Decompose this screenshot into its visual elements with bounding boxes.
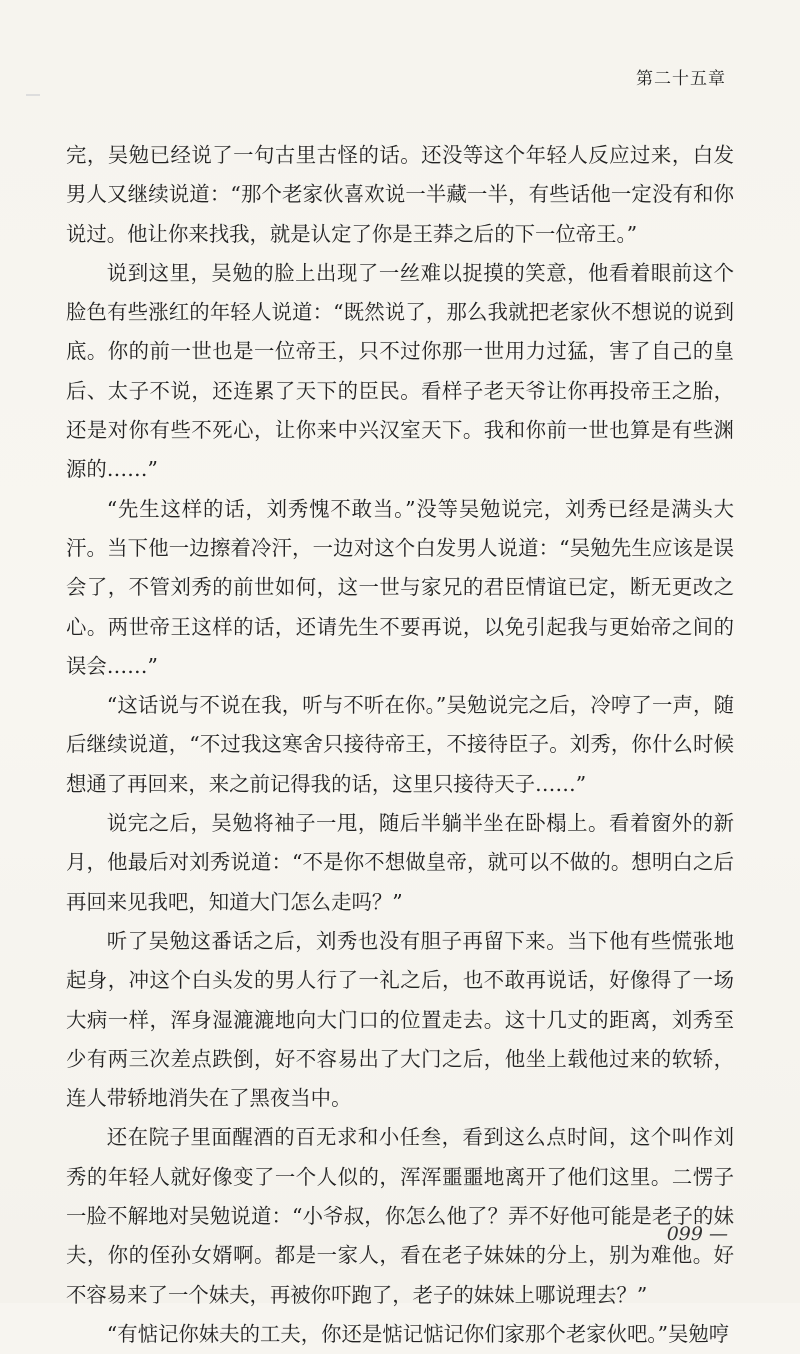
paragraph: 说到这里，吴勉的脸上出现了一丝难以捉摸的笑意，他看着眼前这个脸色有些涨红的年轻人说道：“既然说了，那么我就把老家伙不想说的说到底。你的前一世也是一位帝王，只不过你那一世用力过猛，害了自己的皇后、太子不说，还连累了天下的臣民。看样子老天爷让你再投帝王之胎，还是对你有些不死心，让你来中兴汉室天下。我和你前一世也算是有些渊源的……” xyxy=(66,260,734,482)
paragraph: 听了吴勉这番话之后，刘秀也没有胆子再留下来。当下他有些慌张地起身，冲这个白头发的男人行了一礼之后，也不敢再说话，好像得了一场大病一样，浑身湿漉漉地向大门口的位置走去。这十几丈的距离，刘秀至少有两三次差点跌倒，好不容易出了大门之后，他坐上载他过来的软轿，连人带轿地消失在了黑夜当中。 xyxy=(66,928,734,1111)
paragraph: 说完之后，吴勉将袖子一甩，随后半躺半坐在卧榻上。看着窗外的新月，他最后对刘秀说道：“不是你不想做皇帝，就可以不做的。想明白之后再回来见我吧，知道大门怎么走吗？” xyxy=(66,811,734,914)
running-header-chapter: 第二十五章 xyxy=(636,69,726,89)
paragraph: “先生这样的话，刘秀愧不敢当。”没等吴勉说完，刘秀已经是满头大汗。当下他一边擦着冷汗，一边对这个白发男人说道：“吴勉先生应该是误会了，不管刘秀的前世如何，这一世与家兄的君臣情谊已定，断无更改之心。两世帝王这样的话，还请先生不要再说，以免引起我与更始帝之间的误会……” xyxy=(66,496,734,678)
paragraph: “有惦记你妹夫的工夫，你还是惦记惦记你们家那个老家伙吧。”吴勉哼 xyxy=(106,1321,730,1346)
paragraph: 完，吴勉已经说了一句古里古怪的话。还没等这个年轻人反应过来，白发男人又继续说道：“那个老家伙喜欢说一半藏一半，有些话他一定没有和你说过。他让你来找我，就是认定了你是王莽之后的下一位帝王。” xyxy=(66,143,734,246)
page-number: 099 — xyxy=(666,1223,728,1245)
page-smudge xyxy=(26,94,40,96)
paragraph: 还在院子里面醒酒的百无求和小任叁，看到这么点时间，这个叫作刘秀的年轻人就好像变了一个人似的，浑浑噩噩地离开了他们这里。二愣子一脸不解地对吴勉说道：“小爷叔，你怎么他了？弄不好他可能是老子的妹夫，你的侄孙女婿啊。都是一家人，看在老子妹妹的分上，别为难他。好不容易来了一个妹夫，再被你吓跑了，老子的妹妹上哪说理去？” xyxy=(66,1125,734,1307)
paragraph: “这话说与不说在我，听与不听在你。”吴勉说完之后，冷哼了一声，随后继续说道，“不过我这寒舍只接待帝王，不接待臣子。刘秀，你什么时候想通了再回来，来之前记得我的话，这里只接待天子……” xyxy=(66,693,734,796)
body-text xyxy=(66,136,734,1354)
